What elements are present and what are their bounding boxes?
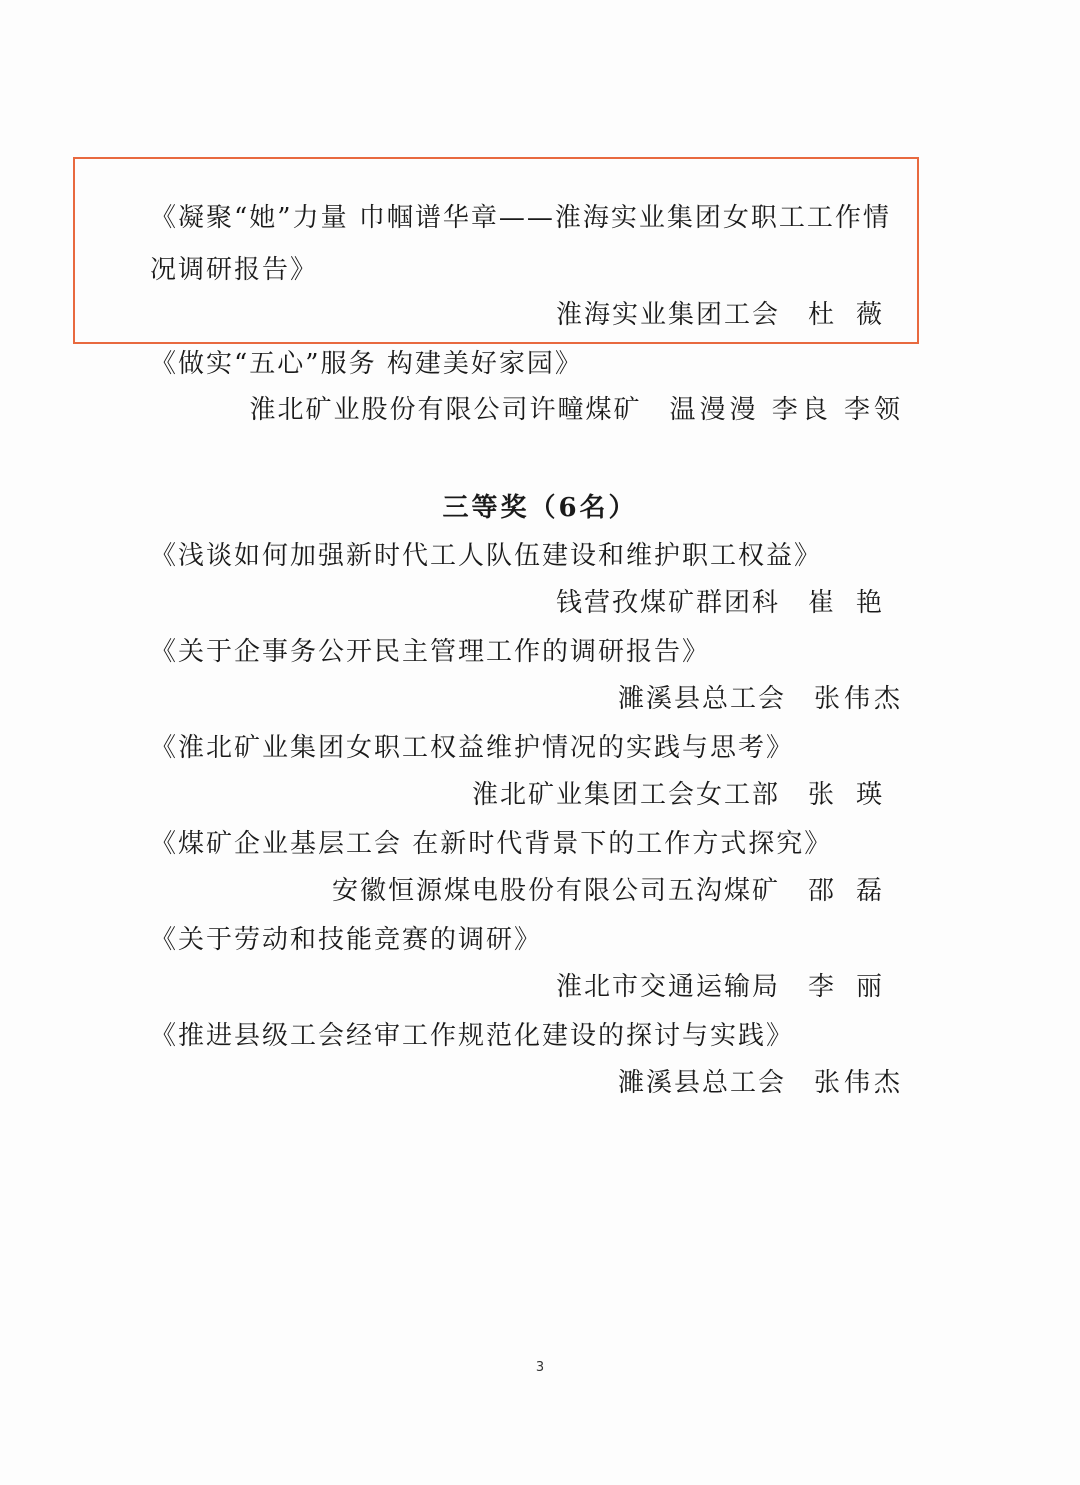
entry-org: 安徽恒源煤电股份有限公司五沟煤矿 [331, 876, 780, 906]
section-heading: 三等奖（6名） [442, 493, 638, 523]
entry-org-author [472, 779, 904, 811]
entry-author: 张伟杰 [813, 1068, 904, 1098]
entry-org: 濉溪县总工会 [617, 684, 786, 714]
entry-org-author [556, 971, 904, 1003]
entry-author: 张伟杰 [813, 684, 904, 714]
entry-title: 《做实“五心”服务 构建美好家园》 [150, 349, 583, 379]
entry-org: 钱营孜煤矿群团科 [555, 588, 780, 618]
entry-org-author [618, 683, 904, 715]
entry-org-author [249, 394, 904, 426]
entry-org-author [556, 299, 904, 331]
entry-author: 邵磊 [807, 876, 904, 906]
entry-org-author [556, 587, 904, 619]
entry-org-author [618, 1067, 904, 1099]
entry-title: 《浅谈如何加强新时代工人队伍建设和维护职工权益》 [150, 541, 823, 571]
entry-title: 《淮北矿业集团女职工权益维护情况的实践与思考》 [150, 733, 795, 763]
entry-org: 濉溪县总工会 [617, 1068, 786, 1098]
entry-org: 淮海实业集团工会 [555, 300, 780, 330]
entry-author: 崔艳 [807, 588, 904, 618]
entry-author: 张瑛 [807, 780, 904, 810]
entry-org-author [332, 875, 904, 907]
entry-title: 《推进县级工会经审工作规范化建设的探讨与实践》 [150, 1021, 795, 1051]
entry-title: 《关于企事务公开民主管理工作的调研报告》 [150, 637, 711, 667]
entry-author: 杜薇 [807, 300, 904, 330]
entry-author: 温漫漫 李良 李领 [669, 395, 904, 425]
entry-org: 淮北矿业集团工会女工部 [471, 780, 780, 810]
entry-title-line2: 况调研报告》 [150, 255, 319, 285]
entry-author: 李丽 [807, 972, 904, 1002]
page-number: 3 [535, 1360, 545, 1375]
entry-title-line1: 《凝聚“她”力量 巾帼谱华章——淮海实业集团女职工工作情 [150, 203, 891, 233]
entry-title: 《煤矿企业基层工会 在新时代背景下的工作方式探究》 [150, 829, 833, 859]
entry-org: 淮北矿业股份有限公司许疃煤矿 [249, 395, 642, 425]
entry-org: 淮北市交通运输局 [555, 972, 780, 1002]
entry-title: 《关于劳动和技能竞赛的调研》 [150, 925, 543, 955]
